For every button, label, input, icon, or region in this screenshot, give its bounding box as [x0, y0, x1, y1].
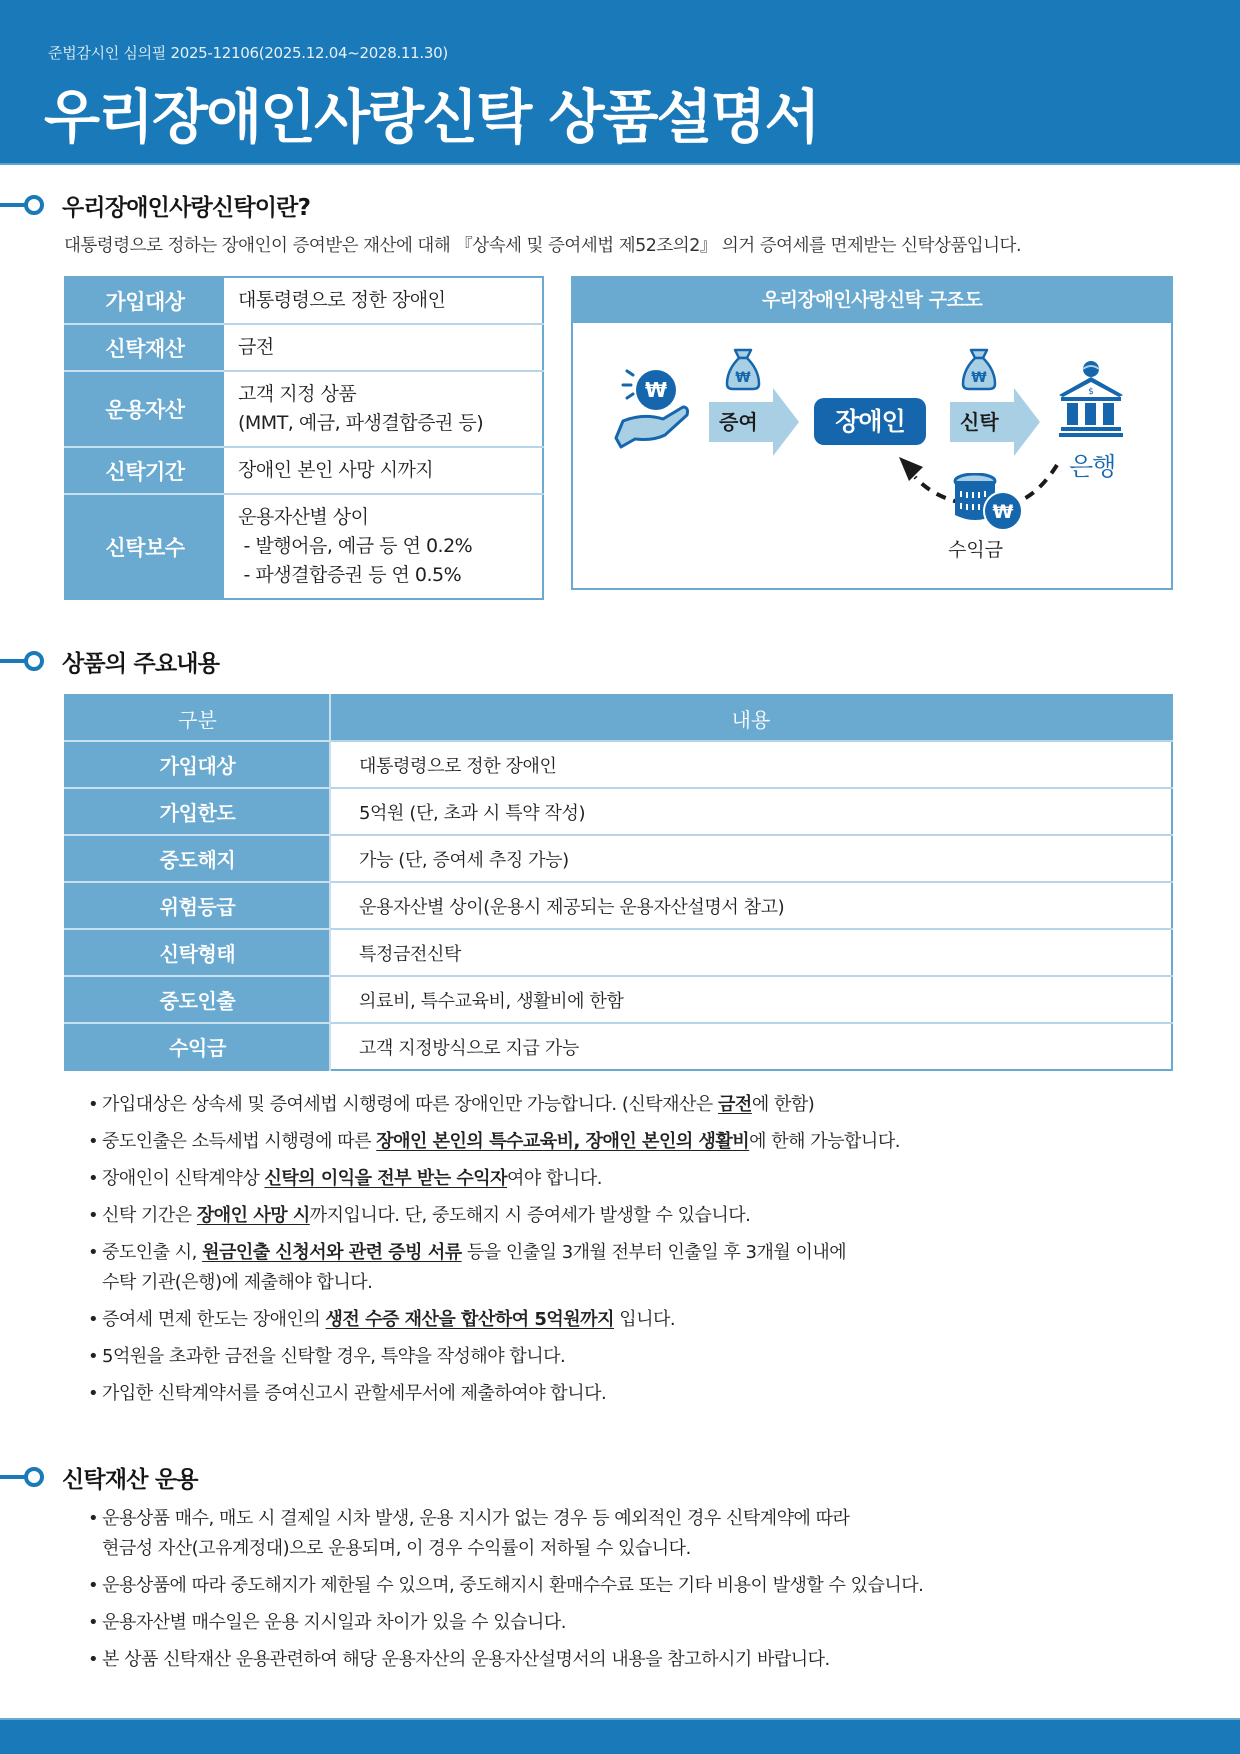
note-item	[88, 1201, 900, 1231]
row-value: 5억원 (단, 초과 시 특약 작성)	[330, 788, 1172, 835]
section-title: 신탁재산 운용	[62, 1466, 198, 1493]
beneficiary-box: 장애인	[814, 398, 926, 445]
note-emphasis: 원금인출 신청서와 관련 증빙 서류	[202, 1242, 462, 1263]
svg-text:₩: ₩	[971, 370, 987, 386]
row-key: 위험등급	[65, 882, 330, 929]
note-text: 신탁 기간은	[102, 1205, 197, 1226]
note-item	[88, 1645, 923, 1675]
table-header-row	[65, 695, 1172, 741]
heading-ring-icon	[24, 1467, 44, 1487]
heading-ring-icon	[24, 651, 44, 671]
arrow-head	[773, 388, 799, 456]
diagram-title: 우리장애인사랑신탁 구조도	[573, 278, 1171, 323]
value-line: 고객 지정 상품	[238, 383, 357, 405]
note-text: 에 한해 가능합니다.	[749, 1131, 900, 1152]
table-row	[65, 494, 543, 599]
trust-label: 신탁	[960, 410, 999, 434]
page-title: 우리장애인사랑신탁 상품설명서	[44, 83, 819, 151]
note-emphasis: 금전	[718, 1094, 752, 1115]
row-key: 운용자산	[65, 371, 224, 447]
table-row	[65, 976, 1172, 1023]
note-text: 등을 인출일 3개월 전부터 인출일 후 3개월 이내에	[461, 1242, 847, 1263]
note-item	[88, 1379, 900, 1409]
note-text: 중도인출 시,	[102, 1242, 203, 1263]
note-item	[88, 1164, 900, 1194]
row-key: 중도해지	[65, 835, 330, 882]
notes-list	[88, 1090, 900, 1416]
note-text: 운용상품에 따라 중도해지가 제한될 수 있으며, 중도해지시 환매수수료 또는 기타 비용이 발생할 수 있습니다.	[102, 1575, 924, 1596]
coin-stack-icon	[953, 473, 1025, 533]
note-text: 까지입니다. 단, 중도해지 시 증여세가 발생할 수 있습니다.	[309, 1205, 751, 1226]
note-item	[88, 1305, 900, 1335]
profit-label: 수익금	[948, 539, 1004, 561]
svg-text:$: $	[1088, 387, 1094, 397]
value-line: 대통령령으로 정한 장애인	[238, 289, 446, 311]
note-item	[88, 1608, 923, 1638]
note-item	[88, 1127, 900, 1157]
svg-text:₩: ₩	[735, 370, 751, 386]
svg-text:₩: ₩	[644, 378, 668, 402]
value-line: 장애인 본인 사망 시까지	[238, 459, 434, 481]
row-key: 가입한도	[65, 788, 330, 835]
row-key: 가입대상	[65, 277, 224, 324]
section-heading-main	[0, 646, 219, 676]
value-line: (MMT, 예금, 파생결합증권 등)	[238, 412, 484, 434]
table-row	[65, 371, 543, 447]
heading-line-icon	[0, 659, 26, 663]
table-row	[65, 447, 543, 494]
row-value: 특정금전신탁	[330, 929, 1172, 976]
heading-line-icon	[0, 203, 26, 207]
note-text: 운용상품 매수, 매도 시 결제일 시차 발생, 운용 지시가 없는 경우 등 예외적인 경우 신탁계약에 따라	[102, 1508, 850, 1529]
row-key: 수익금	[65, 1023, 330, 1070]
row-key: 신탁보수	[65, 494, 224, 599]
note-text: 입니다.	[613, 1309, 676, 1330]
row-value: 가능 (단, 증여세 추징 가능)	[330, 835, 1172, 882]
value-line: 금전	[238, 336, 274, 358]
note-item	[88, 1090, 900, 1120]
hand-coin-icon	[613, 363, 693, 453]
heading-line-icon	[0, 1475, 26, 1479]
gift-label: 증여	[719, 410, 758, 434]
note-item	[88, 1571, 923, 1601]
note-emphasis: 장애인 사망 시	[196, 1205, 310, 1226]
value-line: - 발행어음, 예금 등 연 0.2%	[238, 535, 473, 557]
note-emphasis: 신탁의 이익을 전부 받는 수익자	[264, 1168, 508, 1189]
heading-ring-icon	[24, 195, 44, 215]
money-bag-icon	[723, 346, 763, 392]
value-line: 운용자산별 상이	[238, 506, 369, 528]
row-value: 대통령령으로 정한 장애인	[330, 741, 1172, 788]
row-value	[224, 277, 543, 324]
approval-number: 준법감시인 심의필 2025-12106(2025.12.04~2028.11.30)	[48, 44, 448, 62]
intro-text: 대통령령으로 정하는 장애인이 증여받은 재산에 대해 『상속세 및 증여세법 제52조의2』 의거 증여세를 면제받는 신탁상품입니다.	[64, 236, 1022, 256]
row-value	[224, 494, 543, 599]
bank-icon	[1057, 359, 1129, 445]
column-header: 내용	[330, 695, 1172, 741]
arrow-head	[1014, 388, 1040, 456]
note-text: 현금성 자산(고유계정대)으로 운용되며, 이 경우 수익률이 저하될 수 있습니다.	[102, 1538, 691, 1559]
note-text: 중도인출은 소득세법 시행령에 따른	[102, 1131, 377, 1152]
page-footer-bar	[0, 1718, 1240, 1754]
row-value	[224, 371, 543, 447]
note-item	[88, 1504, 923, 1564]
row-value: 의료비, 특수교육비, 생활비에 한함	[330, 976, 1172, 1023]
note-text: 여야 합니다.	[507, 1168, 602, 1189]
section-heading-intro	[0, 190, 310, 220]
structure-diagram	[571, 276, 1173, 590]
table-row	[65, 929, 1172, 976]
section-title: 우리장애인사랑신탁이란?	[62, 194, 311, 221]
note-item	[88, 1238, 900, 1298]
table-row	[65, 882, 1172, 929]
svg-text:₩: ₩	[992, 501, 1014, 523]
summary-table	[64, 276, 544, 600]
trust-arrow	[950, 388, 1042, 456]
row-key: 신탁형태	[65, 929, 330, 976]
page-header	[0, 0, 1240, 165]
gift-arrow	[709, 388, 805, 456]
row-key: 신탁재산	[65, 324, 224, 371]
money-bag-icon	[959, 346, 999, 392]
row-value: 운용자산별 상이(운용시 제공되는 운용자산설명서 참고)	[330, 882, 1172, 929]
note-text: 본 상품 신탁재산 운용관련하여 해당 운용자산의 운용자산설명서의 내용을 참고하시기 바랍니다.	[102, 1649, 830, 1670]
note-emphasis: 장애인 본인의 특수교육비, 장애인 본인의 생활비	[376, 1131, 750, 1152]
section-title: 상품의 주요내용	[62, 650, 220, 677]
main-content-table	[64, 694, 1173, 1071]
note-text: 5억원을 초과한 금전을 신탁할 경우, 특약을 작성해야 합니다.	[102, 1346, 566, 1367]
row-key: 신탁기간	[65, 447, 224, 494]
value-line: - 파생결합증권 등 연 0.5%	[238, 564, 462, 586]
note-text: 장애인이 신탁계약상	[102, 1168, 265, 1189]
note-text: 에 한함)	[751, 1094, 815, 1115]
row-value: 고객 지정방식으로 지급 가능	[330, 1023, 1172, 1070]
row-key: 중도인출	[65, 976, 330, 1023]
management-notes-list	[88, 1504, 923, 1682]
note-text: 증여세 면제 한도는 장애인의	[102, 1309, 326, 1330]
note-text: 운용자산별 매수일은 운용 지시일과 차이가 있을 수 있습니다.	[102, 1612, 566, 1633]
bank-label: 은행	[1069, 452, 1116, 481]
table-row	[65, 741, 1172, 788]
diagram-canvas	[573, 323, 1171, 590]
row-key: 가입대상	[65, 741, 330, 788]
table-row	[65, 277, 543, 324]
table-row	[65, 835, 1172, 882]
row-value	[224, 324, 543, 371]
note-text: 가입대상은 상속세 및 증여세법 시행령에 따른 장애인만 가능합니다. (신탁재산은	[102, 1094, 719, 1115]
table-row	[65, 788, 1172, 835]
row-value	[224, 447, 543, 494]
section-heading-management	[0, 1462, 198, 1492]
column-header: 구분	[65, 695, 330, 741]
note-text: 가입한 신탁계약서를 증여신고시 관할세무서에 제출하여야 합니다.	[102, 1383, 607, 1404]
note-text: 수탁 기관(은행)에 제출해야 합니다.	[102, 1272, 373, 1293]
table-row	[65, 1023, 1172, 1070]
table-row	[65, 324, 543, 371]
note-item	[88, 1342, 900, 1372]
note-emphasis: 생전 수증 재산을 합산하여 5억원까지	[325, 1309, 614, 1330]
